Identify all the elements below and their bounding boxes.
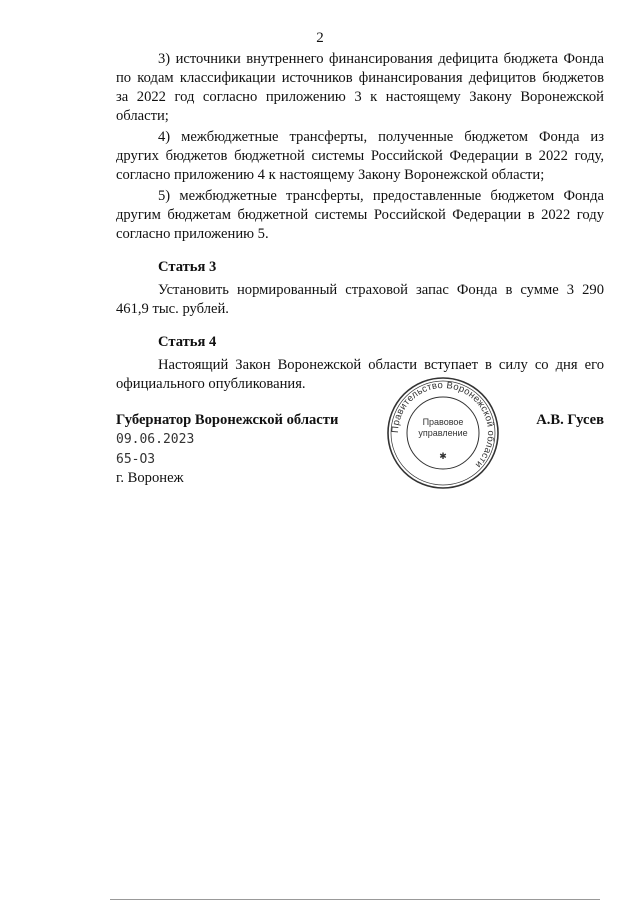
document-body bbox=[116, 50, 604, 396]
article-4-text: Настоящий Закон Воронежской области вступает в силу со дня его официального опубликования. bbox=[116, 357, 604, 392]
article-4-title: Статья 4 bbox=[158, 334, 217, 350]
stamp-date: 09.06.2023 bbox=[116, 432, 195, 447]
article-3-text: Установить нормированный страховой запас Фонда в сумме 3 290 461,9 тыс. рублей. bbox=[116, 282, 604, 317]
page-number: 2 bbox=[316, 30, 324, 46]
article-3-title: Статья 3 bbox=[158, 259, 217, 275]
signature-name: А.В. Гусев bbox=[536, 412, 604, 428]
paragraph-item-5: 5) межбюджетные трансферты, предоставленные бюджетом Фонда другим бюджетам бюджетной системы Российской Федерации в 2022 году согласно приложению 5. bbox=[116, 188, 604, 242]
paragraph-item-3: 3) источники внутреннего финансирования дефицита бюджета Фонда по кодам классификации источников финансирования дефицитов бюджетов за 2022 год согласно приложению 3 к настоящему Закону Воронежской области; bbox=[116, 51, 604, 124]
seal-inner-line2: управление bbox=[418, 428, 468, 438]
seal-ring-text: Правительство Воронежской области bbox=[389, 379, 497, 471]
signature-title: Губернатор Воронежской области bbox=[116, 412, 339, 428]
stamp-number: 65-ОЗ bbox=[116, 452, 156, 467]
paragraph-item-4: 4) межбюджетные трансферты, полученные бюджетом Фонда из других бюджетов бюджетной системы Российской Федерации в 2022 году, согласно приложению 4 к настоящему Закону Воронежской области; bbox=[116, 129, 604, 183]
seal-inner-line1: Правовое bbox=[422, 417, 464, 427]
official-seal bbox=[385, 375, 501, 491]
city: г. Воронеж bbox=[116, 470, 184, 486]
seal-star-icon: ✱ bbox=[439, 452, 447, 462]
footer-line bbox=[110, 899, 600, 900]
